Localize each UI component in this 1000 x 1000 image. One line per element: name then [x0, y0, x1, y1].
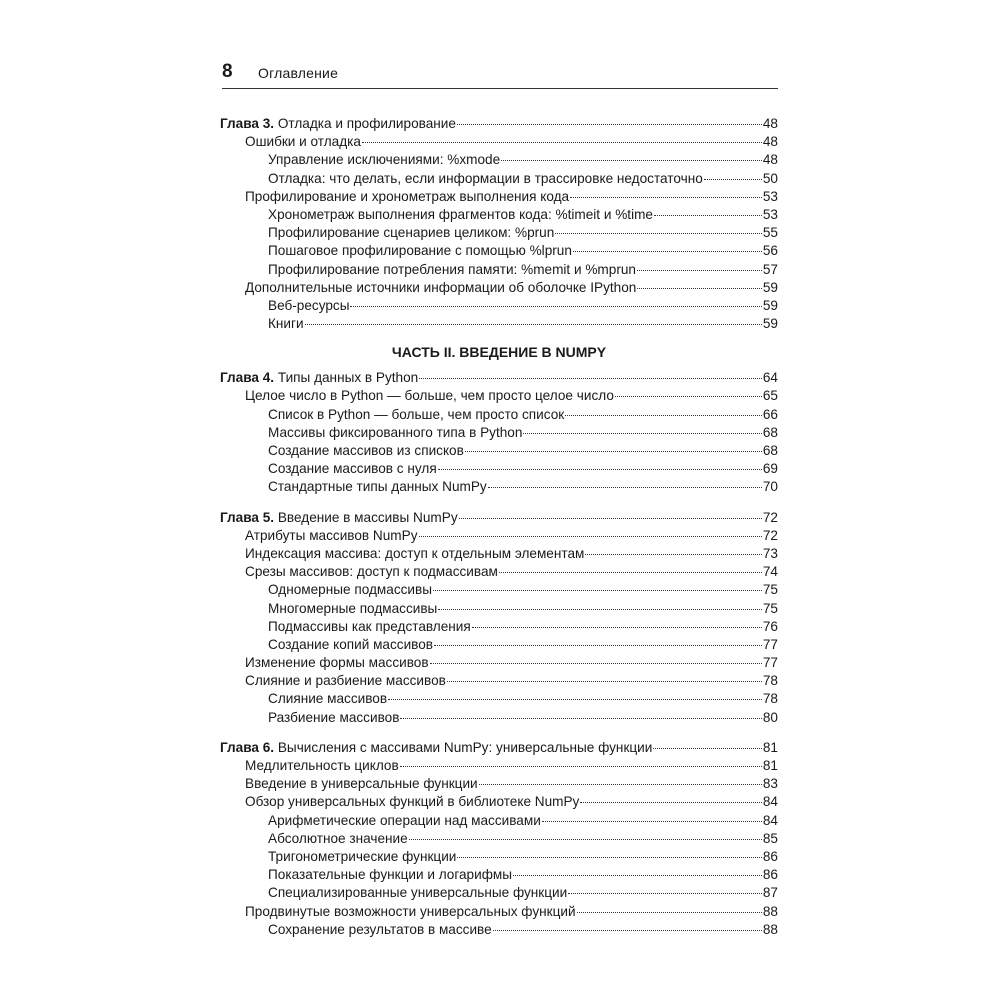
dot-leader	[459, 518, 762, 519]
toc-entry-title: Обзор универсальных функций в библиотеке NumPy	[245, 794, 580, 810]
chapter-label: Глава 4.	[220, 370, 275, 386]
dot-leader	[457, 857, 761, 858]
toc-entry[interactable]	[220, 775, 778, 793]
page-ref: 68	[762, 443, 778, 458]
chapter-label: Глава 5.	[220, 509, 275, 525]
toc-chapter-3[interactable]	[220, 115, 778, 133]
toc-entry[interactable]	[220, 636, 778, 654]
toc-chapter-4[interactable]	[220, 369, 778, 387]
dot-leader	[438, 609, 762, 610]
page-ref: 75	[762, 600, 778, 616]
dot-leader	[362, 142, 762, 143]
page-ref: 50	[762, 170, 778, 186]
toc-entry-title: Специализированные универсальные функции	[268, 885, 568, 901]
page-ref: 77	[762, 655, 778, 671]
toc-entry-title: Одномерные подмассивы	[268, 582, 432, 598]
page-ref: 57	[762, 261, 778, 277]
toc-entry-title: Медлительность циклов	[245, 758, 399, 773]
toc-entry-title: Сохранение результатов в массиве	[268, 921, 492, 937]
toc-entry-title: Профилирование сценариев целиком: %prun	[268, 225, 555, 241]
dot-leader	[577, 912, 762, 913]
toc-entry-title: Список в Python — больше, чем просто список	[268, 406, 565, 422]
dot-leader	[637, 288, 762, 289]
toc-entry-title: Атрибуты массивов NumPy	[245, 527, 418, 543]
page-ref: 85	[762, 830, 778, 846]
toc-entry[interactable]	[220, 133, 778, 151]
page-ref: 80	[762, 709, 778, 725]
toc-entry-title: Стандартные типы данных NumPy	[268, 479, 487, 495]
dot-leader	[479, 784, 762, 785]
dot-leader	[523, 433, 761, 434]
page-ref: 59	[762, 279, 778, 295]
toc-entry[interactable]	[220, 387, 778, 405]
dot-leader	[409, 839, 762, 840]
page-ref: 78	[762, 673, 778, 689]
toc-entry-title: Срезы массивов: доступ к подмассивам	[245, 564, 498, 580]
toc-entry-title: Продвинутые возможности универсальных функций	[245, 903, 576, 919]
toc-entry[interactable]	[220, 261, 778, 279]
toc-entry-title: Целое число в Python — больше, чем просто целое число	[245, 388, 614, 404]
toc-entry-title: Разбиение массивов	[268, 709, 400, 725]
table-of-contents	[220, 115, 778, 939]
dot-leader	[501, 160, 762, 161]
page-ref: 48	[762, 152, 778, 168]
toc-entry-title: Арифметические операции над массивами	[268, 812, 541, 828]
toc-entry[interactable]	[220, 315, 778, 333]
spacer	[220, 727, 778, 739]
page-ref: 74	[762, 564, 778, 580]
toc-entry[interactable]	[220, 757, 778, 775]
chapter-title: Введение в массивы NumPy	[277, 509, 458, 525]
toc-entry-title: Тригонометрические функции	[268, 848, 457, 864]
page-ref: 70	[762, 479, 778, 495]
toc-entry[interactable]	[220, 188, 778, 206]
page-ref: 68	[762, 424, 778, 440]
toc-entry[interactable]	[220, 224, 778, 242]
toc-entry-title: Слияние массивов	[268, 691, 388, 707]
toc-entry-title: Массивы фиксированного типа в Python	[268, 424, 523, 440]
toc-entry-title: Показательные функции и логарифмы	[268, 867, 513, 883]
dot-leader	[580, 802, 762, 803]
toc-entry-title: Подмассивы как представления	[268, 618, 471, 634]
toc-entry-title: Абсолютное значение	[268, 830, 408, 846]
toc-entry[interactable]	[220, 903, 778, 921]
toc-entry[interactable]	[220, 830, 778, 848]
page-ref: 55	[762, 225, 778, 241]
dot-leader	[513, 875, 762, 876]
dot-leader	[419, 536, 762, 537]
dot-leader	[542, 821, 762, 822]
page-ref: 73	[762, 545, 778, 561]
dot-leader	[653, 748, 762, 749]
dot-leader	[637, 270, 762, 271]
page-ref: 72	[762, 527, 778, 543]
toc-entry[interactable]	[220, 884, 778, 902]
toc-entry-title: Веб-ресурсы	[268, 297, 350, 313]
page-ref: 86	[762, 848, 778, 864]
toc-entry-title: Пошаговое профилирование с помощью %lprun	[268, 243, 572, 259]
dot-leader	[565, 415, 762, 416]
toc-entry[interactable]	[220, 545, 778, 563]
page-ref: 84	[762, 812, 778, 828]
chapter-6-entries	[220, 757, 778, 939]
toc-entry-title: Многомерные подмассивы	[268, 600, 438, 616]
toc-entry[interactable]	[220, 921, 778, 939]
page-ref: 48	[762, 134, 778, 150]
dot-leader	[438, 469, 762, 470]
dot-leader	[465, 451, 762, 452]
page-ref: 83	[762, 776, 778, 792]
page-ref: 84	[762, 794, 778, 810]
page-ref: 78	[762, 691, 778, 707]
page-ref: 75	[762, 582, 778, 598]
page-ref: 64	[762, 370, 778, 386]
dot-leader	[388, 699, 762, 700]
toc-entry[interactable]	[220, 672, 778, 690]
toc-chapter-6[interactable]	[220, 739, 778, 757]
page-ref: 88	[762, 921, 778, 937]
toc-entry[interactable]	[220, 527, 778, 545]
toc-entry[interactable]	[220, 424, 778, 442]
page-ref: 72	[762, 509, 778, 525]
chapter-3-entries	[220, 133, 778, 333]
toc-entry[interactable]	[220, 690, 778, 708]
page-ref: 56	[762, 243, 778, 259]
toc-entry-title: Дополнительные источники информации об оболочке IPython	[245, 279, 637, 295]
toc-entry[interactable]	[220, 170, 778, 188]
chapter-5-entries	[220, 527, 778, 727]
toc-entry[interactable]	[220, 242, 778, 260]
toc-entry[interactable]	[220, 709, 778, 727]
dot-leader	[305, 324, 762, 325]
toc-entry[interactable]	[220, 478, 778, 496]
dot-leader	[499, 572, 762, 573]
toc-entry[interactable]	[220, 206, 778, 224]
toc-entry[interactable]	[220, 618, 778, 636]
chapter-title: Вычисления с массивами NumPy: универсальные функции	[277, 739, 653, 755]
spacer	[220, 497, 778, 509]
toc-entry[interactable]	[220, 279, 778, 297]
dot-leader	[400, 766, 762, 767]
toc-entry-title: Хронометраж выполнения фрагментов кода: %timeit и %time	[268, 206, 653, 222]
toc-entry-title: Ошибки и отладка	[245, 134, 361, 150]
toc-entry[interactable]	[220, 600, 778, 618]
page-ref: 53	[762, 188, 778, 204]
chapter-title: Типы данных в Python	[277, 370, 419, 386]
toc-entry-title: Индексация массива: доступ к отдельным элементам	[245, 545, 585, 561]
page-ref: 48	[762, 116, 778, 131]
page-ref: 81	[762, 739, 778, 755]
page-ref: 53	[762, 206, 778, 222]
toc-entry-title: Слияние и разбиение массивов	[245, 673, 446, 689]
dot-leader	[568, 893, 762, 894]
dot-leader	[488, 487, 762, 488]
dot-leader	[430, 663, 762, 664]
toc-entry[interactable]	[220, 563, 778, 581]
toc-entry[interactable]	[220, 812, 778, 830]
page-number: 8	[222, 61, 233, 82]
dot-leader	[419, 378, 762, 379]
toc-entry-title: Профилирование и хронометраж выполнения кода	[245, 188, 570, 204]
toc-entry-title: Профилирование потребления памяти: %memit и %mprun	[268, 261, 636, 277]
page-ref: 87	[762, 885, 778, 901]
page-ref: 76	[762, 618, 778, 634]
page-ref: 81	[762, 758, 778, 773]
dot-leader	[400, 718, 761, 719]
page-ref: 88	[762, 903, 778, 919]
chapter-label: Глава 6.	[220, 739, 275, 755]
toc-entry[interactable]	[220, 866, 778, 884]
dot-leader	[447, 681, 762, 682]
page-ref: 59	[762, 316, 778, 332]
toc-entry[interactable]	[220, 442, 778, 460]
dot-leader	[704, 179, 762, 180]
toc-entry-title: Введение в универсальные функции	[245, 776, 478, 792]
toc-entry-title: Управление исключениями: %xmode	[268, 152, 501, 168]
toc-entry-title: Отладка: что делать, если информации в трассировке недостаточно	[268, 170, 703, 186]
dot-leader	[555, 233, 762, 234]
toc-entry-title: Создание копий массивов	[268, 636, 434, 652]
dot-leader	[433, 590, 762, 591]
dot-leader	[570, 197, 762, 198]
toc-entry[interactable]	[220, 460, 778, 478]
toc-chapter-5[interactable]	[220, 509, 778, 527]
dot-leader	[615, 396, 762, 397]
toc-entry[interactable]	[220, 151, 778, 169]
dot-leader	[573, 251, 762, 252]
chapter-title: Отладка и профилирование	[277, 116, 456, 131]
running-title: Оглавление	[258, 65, 339, 81]
dot-leader	[457, 124, 762, 125]
toc-entry[interactable]	[220, 793, 778, 811]
dot-leader	[434, 645, 762, 646]
toc-entry-title: Создание массивов из списков	[268, 443, 464, 458]
page-ref: 66	[762, 406, 778, 422]
toc-entry-title: Создание массивов с нуля	[268, 461, 437, 477]
dot-leader	[350, 306, 761, 307]
page-ref: 69	[762, 461, 778, 477]
dot-leader	[472, 627, 762, 628]
dot-leader	[585, 554, 762, 555]
chapter-4-entries	[220, 387, 778, 496]
toc-entry[interactable]	[220, 581, 778, 599]
toc-entry[interactable]	[220, 406, 778, 424]
toc-entry[interactable]	[220, 654, 778, 672]
page-header	[222, 60, 778, 89]
part-heading: ЧАСТЬ II. ВВЕДЕНИЕ В NUMPY	[391, 344, 607, 361]
page-ref: 86	[762, 867, 778, 883]
dot-leader	[493, 930, 762, 931]
chapter-label: Глава 3.	[220, 116, 275, 131]
dot-leader	[654, 215, 762, 216]
toc-entry-title: Книги	[268, 316, 304, 332]
toc-entry[interactable]	[220, 297, 778, 315]
page-ref: 65	[762, 388, 778, 404]
page-ref: 77	[762, 636, 778, 652]
toc-entry-title: Изменение формы массивов	[245, 655, 429, 671]
toc-entry[interactable]	[220, 848, 778, 866]
page-ref: 59	[762, 297, 778, 313]
